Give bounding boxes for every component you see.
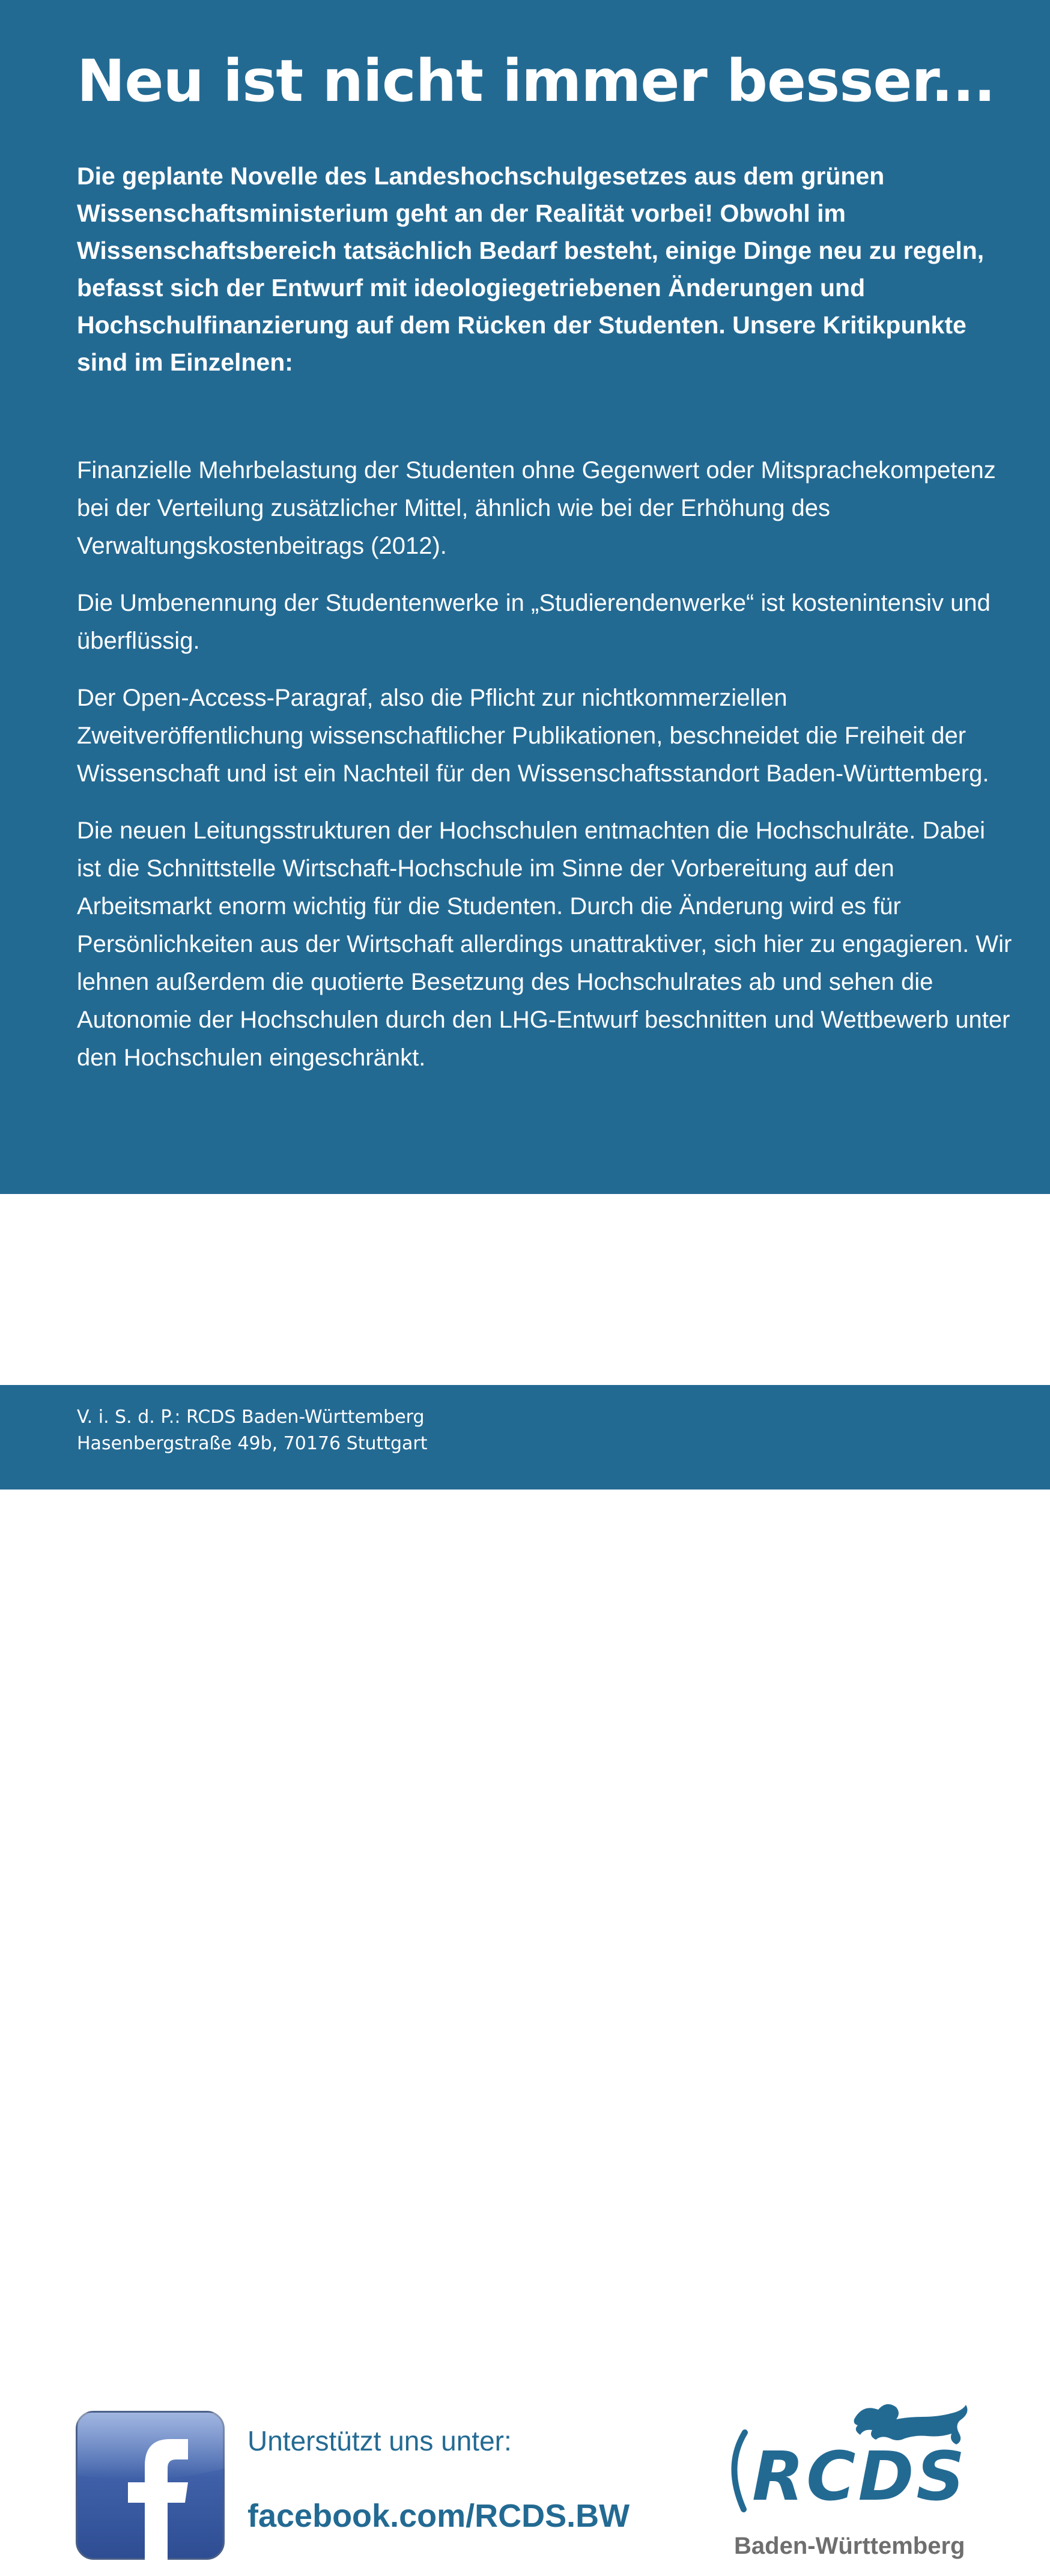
main-panel xyxy=(0,0,1050,1194)
intro-text: Die geplante Novelle des Landeshochschulgesetzes aus dem grünen Wissenschaftsministerium geht an der Realität vorbei! Obwohl im Wissenschaftsbereich tatsächlich Bedarf besteht, einige Dinge neu zu regeln, befasst sich der Entwurf mit ideologiegetriebenen Änderungen und Hochschulfinanzierung auf dem Rücken der Studenten. Unsere Kritikpunkte sind im Einzelnen: xyxy=(77,162,985,376)
criticism-item-open-access: Der Open-Access-Paragraf, also die Pflicht zur nichtkommerziellen Zweitveröffentlichung wissenschaftlicher Publikationen, beschneidet die Freiheit der Wissenschaft und ist ein Nachteil für den Wissenschaftsstandort Baden-Württemberg. xyxy=(77,685,989,787)
imprint-line-2: Hasenbergstraße 49b, 70176 Stuttgart xyxy=(77,1433,428,1454)
criticism-item-finance: Finanzielle Mehrbelastung der Studenten ohne Gegenwert oder Mitsprachekompetenz bei der Verteilung zusätzlicher Mittel, ähnlich wie bei der Erhöhung des Verwaltungskostenbeitrags (2012). xyxy=(77,457,996,559)
support-label: Unterstützt uns unter: xyxy=(247,2425,512,2456)
facebook-link[interactable]: facebook.com/RCDS.BW xyxy=(247,2498,630,2534)
logo-region: Baden-Württemberg xyxy=(734,2533,965,2559)
imprint xyxy=(77,1404,428,1457)
headline: Neu ist nicht immer besser... xyxy=(77,47,995,115)
logo-wordmark: RCDS xyxy=(752,2438,968,2516)
imprint-line-1: V. i. S. d. P.: RCDS Baden-Württemberg xyxy=(77,1407,425,1428)
criticism-item-renaming: Die Umbenennung der Studentenwerke in „Studierendenwerke“ ist kostenintensiv und überflüssig. xyxy=(77,590,991,654)
criticism-item-governance: Die neuen Leitungsstrukturen der Hochschulen entmachten die Hochschulräte. Dabei ist die Schnittstelle Wirtschaft-Hochschule im Sinne der Vorbereitung auf den Arbeitsmarkt enorm wichtig für die Studenten. Durch die Änderung wird es für Persönlichkeiten aus der Wirtschaft allerdings unattraktiver, sich hier zu engagieren. Wir lehnen außerdem die quotierte Besetzung des Hochschulrates ab und sehen die Autonomie der Hochschulen durch den LHG-Entwurf beschnitten und Wettbewerb unter den Hochschulen eingeschränkt. xyxy=(77,817,1012,1071)
criticism-list xyxy=(77,452,1014,1096)
facebook-icon xyxy=(76,2411,225,2560)
rcds-logo xyxy=(721,2399,997,2573)
